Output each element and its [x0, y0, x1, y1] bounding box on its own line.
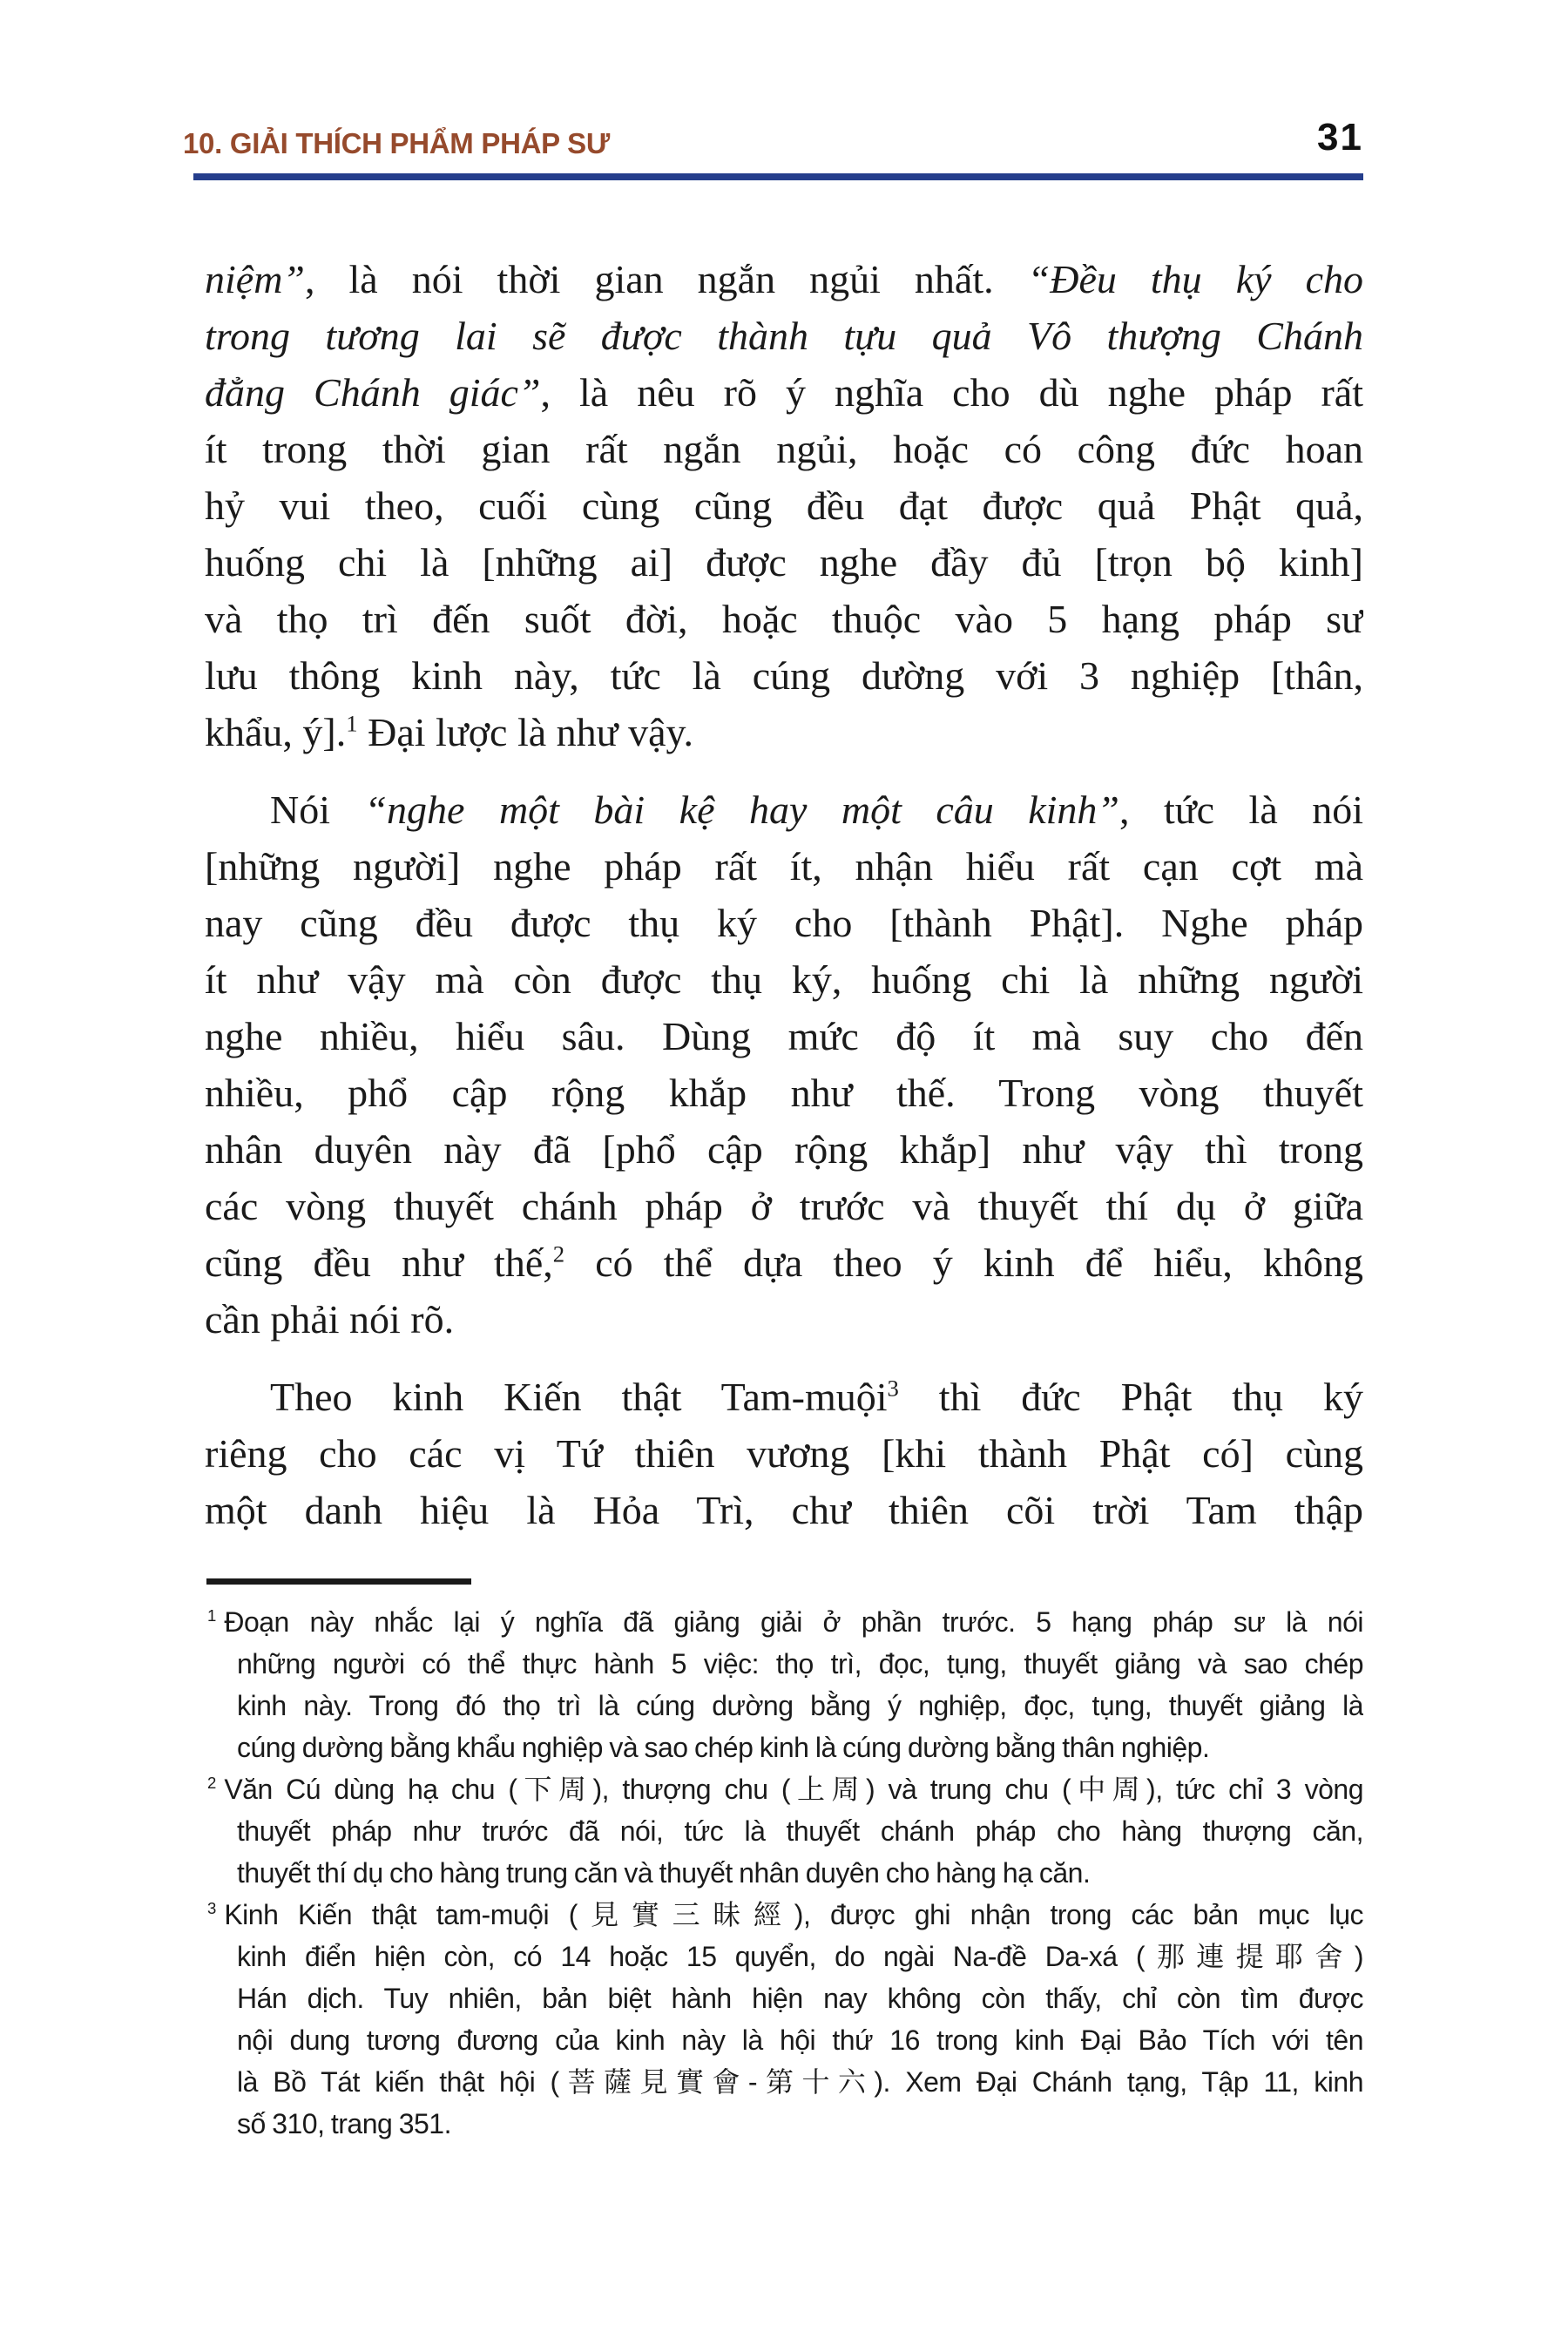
text-run: Theo kinh Kiến thật Tam-muội	[270, 1375, 888, 1419]
body-line	[205, 647, 1363, 704]
footnote-ref: 2	[552, 1240, 565, 1267]
footnote-line	[237, 1643, 1363, 1685]
footnote-line	[237, 1936, 1363, 1977]
text-run-italic: niệm”	[205, 257, 305, 301]
footnote-line	[207, 1768, 1363, 1810]
text-run: Kinh Kiến thật tam-muội (見實三昧經), được ghi nhận trong các bản mục lục	[224, 1899, 1363, 1930]
text-run: lưu thông kinh này, tức là cúng dường với 3 nghiệp [thân,	[205, 653, 1363, 698]
text-run: cũng đều như thế,	[205, 1240, 553, 1285]
text-run: và thọ trì đến suốt đời, hoặc thuộc vào 5 hạng pháp sư	[205, 597, 1363, 641]
body-line	[205, 1121, 1363, 1178]
footnote	[207, 1601, 1363, 1768]
text-run-italic: trong tương lai sẽ được thành tựu quả Vô thượng Chánh	[205, 314, 1363, 358]
footnote-line	[237, 1977, 1363, 2019]
text-run: thuyết pháp như trước đã nói, tức là thuyết chánh pháp cho hàng thượng căn,	[237, 1815, 1363, 1847]
paragraph	[205, 781, 1363, 1348]
footnote-ref: 3	[887, 1375, 899, 1402]
footnote-separator	[206, 1578, 471, 1585]
text-run: là Bồ Tát kiến thật hội (菩薩見實會-第十六). Xem Đại Chánh tạng, Tập 11, kinh	[237, 2066, 1363, 2098]
body-line	[205, 1425, 1363, 1482]
text-run-italic: “Đều thụ ký cho	[1027, 257, 1363, 301]
text-run: khẩu, ý].	[205, 710, 347, 754]
footnote-line	[237, 1810, 1363, 1852]
body-line	[205, 308, 1363, 364]
text-run: ít như vậy mà còn được thụ ký, huống chi là những người	[205, 957, 1363, 1002]
text-run-italic: đẳng Chánh giác”	[205, 370, 541, 415]
text-run: cúng dường bằng khẩu nghiệp và sao chép kinh là cúng dường bằng thân nghiệp.	[237, 1732, 1210, 1763]
text-run: Văn Cú dùng hạ chu (下周), thượng chu (上周) và trung chu (中周), tức chỉ 3 vòng	[224, 1774, 1363, 1805]
body-line	[205, 1234, 1363, 1291]
body-line	[205, 1369, 1363, 1425]
text-run: Nói	[270, 787, 365, 832]
footnote-ref: 3	[207, 1899, 217, 1918]
text-run: nghe nhiều, hiểu sâu. Dùng mức độ ít mà suy cho đến	[205, 1014, 1363, 1058]
body-line	[205, 251, 1363, 308]
text-run: Đại lược là như vậy.	[357, 710, 694, 754]
text-run: nhiều, phổ cập rộng khắp như thế. Trong vòng thuyết	[205, 1071, 1363, 1115]
body-line	[205, 781, 1363, 838]
text-run: những người có thể thực hành 5 việc: thọ trì, đọc, tụng, thuyết giảng và sao chép	[237, 1648, 1363, 1680]
footnote-ref: 2	[207, 1774, 217, 1793]
text-run: riêng cho các vị Tứ thiên vương [khi thành Phật có] cùng	[205, 1431, 1363, 1476]
body-line	[205, 1482, 1363, 1538]
text-run: có thể dựa theo ý kinh để hiểu, không	[564, 1240, 1363, 1285]
body-line	[205, 1008, 1363, 1064]
text-run: thì đức Phật thụ ký	[898, 1375, 1363, 1419]
footnote-line	[237, 2019, 1363, 2061]
body-line	[205, 591, 1363, 647]
body-line	[205, 364, 1363, 421]
text-run: cần phải nói rõ.	[205, 1297, 455, 1342]
paragraph	[205, 251, 1363, 760]
body-line	[205, 838, 1363, 895]
body-line	[205, 1064, 1363, 1121]
text-run: thuyết thí dụ cho hàng trung căn và thuyết nhân duyên cho hàng hạ căn.	[237, 1857, 1091, 1889]
text-run: nhân duyên này đã [phổ cập rộng khắp] như vậy thì trong	[205, 1127, 1363, 1172]
text-run: nội dung tương đương của kinh này là hội thứ 16 trong kinh Đại Bảo Tích với tên	[237, 2024, 1363, 2056]
running-header-title: 10. GIẢI THÍCH PHẨM PHÁP SƯ	[183, 127, 610, 159]
body-line	[205, 534, 1363, 591]
text-run: các vòng thuyết chánh pháp ở trước và thuyết thí dụ ở giữa	[205, 1184, 1363, 1228]
body-line	[205, 704, 1363, 760]
body-line	[205, 1178, 1363, 1234]
page-number: 31	[1317, 116, 1363, 159]
text-run: , là nêu rõ ý nghĩa cho dù nghe pháp rất	[540, 370, 1363, 415]
header-rule	[193, 173, 1363, 180]
footnotes	[207, 1601, 1363, 2145]
text-run: kinh này. Trong đó thọ trì là cúng dường bằng ý nghiệp, đọc, tụng, thuyết giảng là	[237, 1690, 1363, 1721]
footnote-line	[207, 1601, 1363, 1643]
text-run: số 310, trang 351.	[237, 2108, 451, 2139]
text-run: Hán dịch. Tuy nhiên, bản biệt hành hiện nay không còn thấy, chỉ còn tìm được	[237, 1983, 1363, 2014]
paragraph	[205, 1369, 1363, 1538]
text-run: hỷ vui theo, cuối cùng cũng đều đạt được quả Phật quả,	[205, 483, 1363, 528]
body-line	[205, 895, 1363, 951]
footnote-line	[237, 2103, 1363, 2145]
text-run: , là nói thời gian ngắn ngủi nhất.	[305, 257, 1028, 301]
body-text	[205, 251, 1363, 1538]
footnote-line	[237, 1685, 1363, 1727]
text-run: huống chi là [những ai] được nghe đầy đủ [trọn bộ kinh]	[205, 540, 1363, 585]
footnote-line	[237, 1852, 1363, 1894]
body-line	[205, 951, 1363, 1008]
text-run: , tức là nói	[1119, 787, 1363, 832]
footnote-line	[237, 1727, 1363, 1768]
body-line	[205, 477, 1363, 534]
body-line	[205, 1291, 1363, 1348]
footnote	[207, 1768, 1363, 1894]
footnote-ref: 1	[346, 710, 358, 737]
footnote	[207, 1894, 1363, 2145]
footnote-ref: 1	[207, 1606, 217, 1625]
text-run: nay cũng đều được thụ ký cho [thành Phật]. Nghe pháp	[205, 901, 1363, 945]
text-run-italic: “nghe một bài kệ hay một câu kinh”	[364, 787, 1119, 832]
text-run: [những người] nghe pháp rất ít, nhận hiểu rất cạn cợt mà	[205, 844, 1363, 889]
text-run: kinh điển hiện còn, có 14 hoặc 15 quyển, do ngài Na-đề Da-xá (那連提耶舍)	[237, 1941, 1363, 1972]
body-line	[205, 421, 1363, 477]
footnote-line	[207, 1894, 1363, 1936]
text-run: ít trong thời gian rất ngắn ngủi, hoặc có công đức hoan	[205, 427, 1363, 471]
text-run: một danh hiệu là Hỏa Trì, chư thiên cõi trời Tam thập	[205, 1488, 1363, 1532]
footnote-line	[237, 2061, 1363, 2103]
text-run: Đoạn này nhắc lại ý nghĩa đã giảng giải ở phần trước. 5 hạng pháp sư là nói	[224, 1606, 1363, 1638]
